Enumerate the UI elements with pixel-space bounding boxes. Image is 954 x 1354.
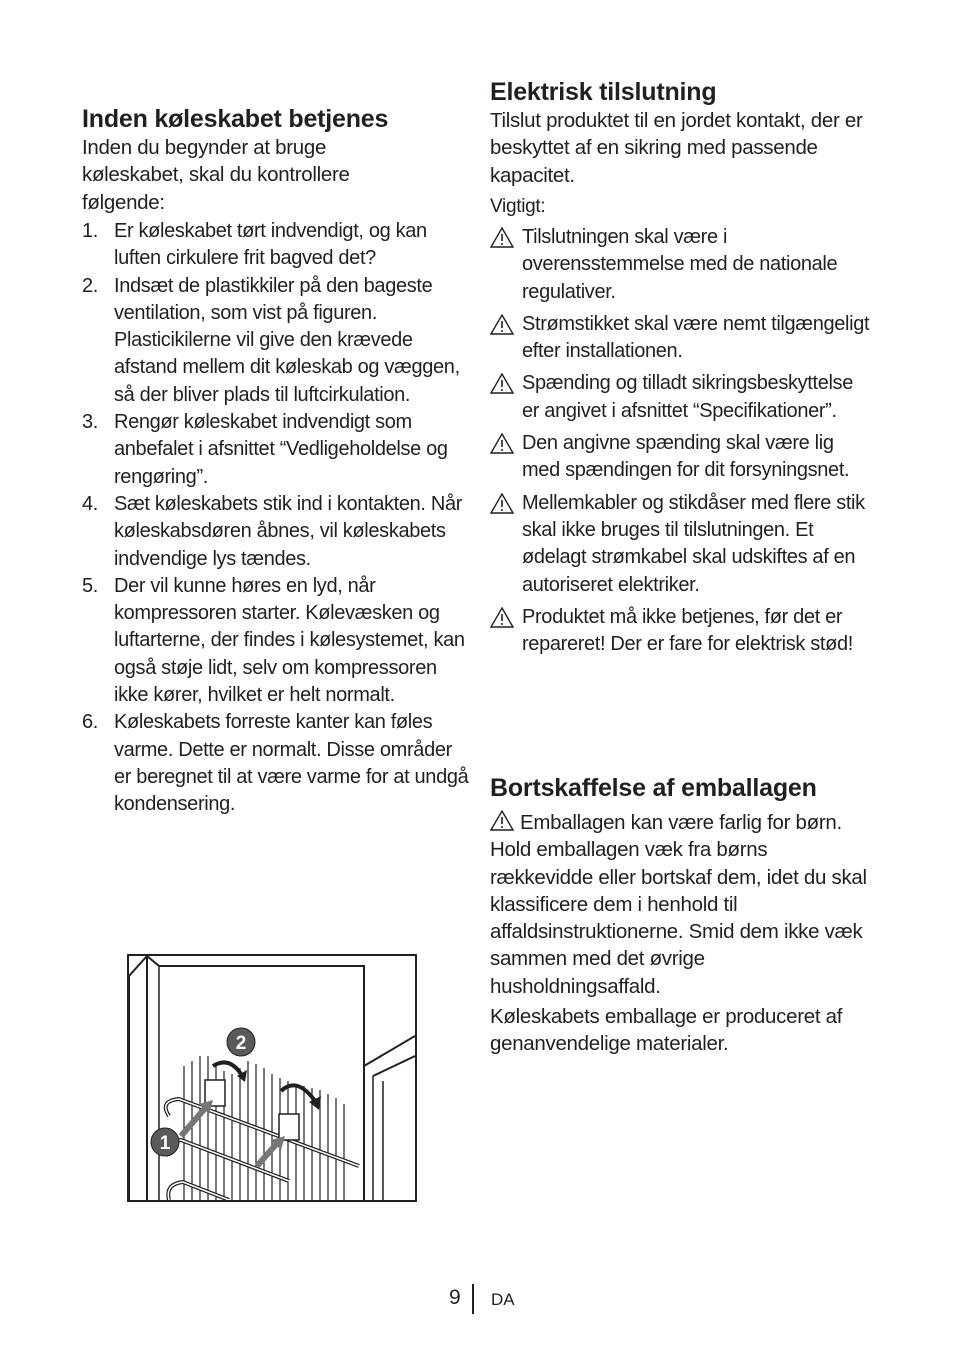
list-text: Den angivne spænding skal være lig med spændingen for dit forsyningsnet. <box>522 432 850 482</box>
list-item <box>490 311 875 366</box>
section-title-electrical: Elektrisk tilslutning <box>490 78 717 106</box>
list-text: Der vil kunne høres en lyd, når kompressoren starter. Kølevæsken og luftarterne, der findes i kølesystemet, kan også støje lidt, selv om kompressoren ikke kører, hvilket er helt normalt. <box>114 574 465 707</box>
warning-icon <box>490 433 514 454</box>
list-text: Mellemkabler og stikdåser med flere stik skal ikke bruges til tilslutningen. Et ødelagt strømkabel skal udskiftes af en autoriseret elektriker. <box>522 491 865 596</box>
warning-list <box>490 224 875 663</box>
footer-divider <box>472 1284 474 1314</box>
list-text: Rengør køleskabet indvendigt som anbefalet i afsnittet “Vedligeholdelse og rengøring”. <box>114 411 448 488</box>
before-use-intro: Inden du begynder at bruge køleskabet, skal du kontrollere følgende: <box>82 136 350 214</box>
list-text: Indsæt de plastikkiler på den bageste ventilation, som vist på figuren. Plasticikilerne vil give den krævede afstand mellem dit køleskab og væggen, så der bliver plads til luftcirkulation. <box>114 274 460 406</box>
list-item <box>490 430 875 485</box>
list-number: 2. <box>82 274 98 297</box>
list-number: 4. <box>82 492 98 515</box>
list-item <box>82 709 472 818</box>
list-item <box>490 370 875 425</box>
list-number: 6. <box>82 711 98 734</box>
warning-icon <box>490 607 514 628</box>
list-text: Spænding og tilladt sikringsbeskyttelse er angivet i afsnittet “Specifikationer”. <box>522 372 853 422</box>
electrical-intro: Tilslut produktet til en jordet kontakt, der er beskyttet af en sikring med passende kapacitet. <box>490 109 863 187</box>
list-item <box>490 490 875 599</box>
section-title-disposal: Bortskaffelse af emballagen <box>490 774 817 802</box>
list-item <box>82 573 472 709</box>
warning-icon <box>490 493 514 514</box>
checklist <box>82 218 472 819</box>
page-number: 9 <box>449 1286 461 1309</box>
list-number: 1. <box>82 220 98 242</box>
list-item <box>490 604 875 659</box>
callout-1: 1 <box>159 1133 171 1154</box>
list-item <box>490 224 875 306</box>
installation-illustration <box>127 954 417 1202</box>
list-text: Tilslutningen skal være i overensstemmelse med de nationale regulativer. <box>522 226 838 303</box>
list-text: Sæt køleskabets stik ind i kontakten. Når køleskabsdøren åbnes, vil køleskabets indvendige lys tændes. <box>114 492 463 570</box>
warning-icon <box>490 227 514 248</box>
list-item <box>82 218 472 273</box>
list-number: 5. <box>82 574 98 597</box>
callout-2: 2 <box>235 1033 247 1054</box>
list-item <box>82 409 472 491</box>
list-text: Køleskabets forreste kanter kan føles varme. Dette er normalt. Disse områder er beregnet til at være varme for at undgå kondensering. <box>114 711 469 816</box>
list-item <box>82 491 472 573</box>
list-item <box>82 273 472 409</box>
fridge-back-drawing <box>129 956 415 1200</box>
warning-icon <box>490 810 514 831</box>
important-label: Vigtigt: <box>490 196 546 217</box>
list-text: Produktet må ikke betjenes, før det er repareret! Der er fare for elektrisk stød! <box>522 605 853 656</box>
list-text: Strømstikket skal være nemt tilgængeligt efter installationen. <box>522 312 870 363</box>
list-text: Er køleskabet tørt indvendigt, og kan luften cirkulere frit bagved det? <box>114 220 427 270</box>
disposal-warning-text <box>490 809 870 1000</box>
warning-icon <box>490 373 514 394</box>
disposal-text: Emballagen kan være farlig for børn. Hold emballagen væk fra børns rækkevidde eller bortskaf dem, idet du skal klassificere dem i henhold til affaldsinstruktionerne. Smid dem ikke væk sammen med det øvrige husholdningsaffald. <box>490 811 867 998</box>
language-code: DA <box>491 1290 515 1309</box>
warning-icon <box>490 314 514 335</box>
list-number: 3. <box>82 411 98 434</box>
disposal-recycle-text: Køleskabets emballage er produceret af genanvendelige materialer. <box>490 1005 843 1056</box>
section-title-before-use: Inden køleskabet betjenes <box>82 105 389 133</box>
